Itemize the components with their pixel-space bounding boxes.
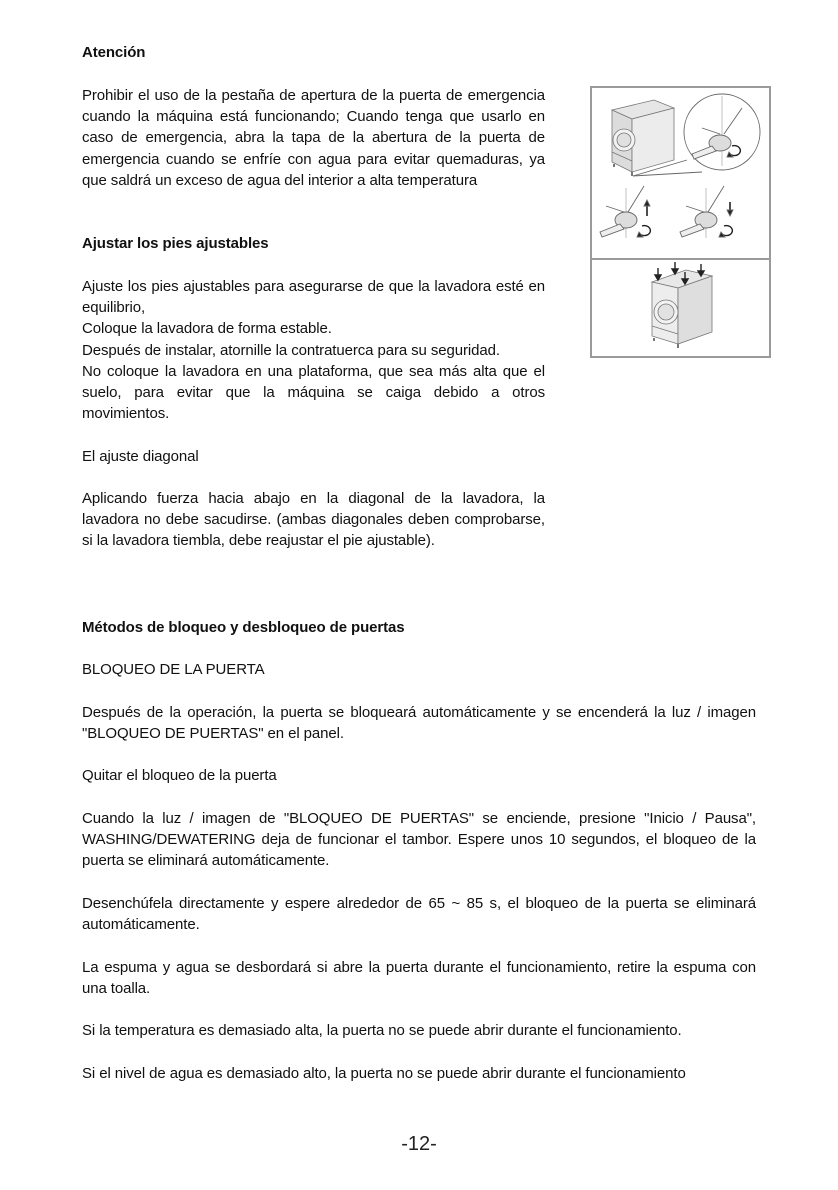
paragraph-quitar-1: Cuando la luz / imagen de "BLOQUEO DE PUERTAS" se enciende, presione "Inicio / Pausa", WASHING/DEWATERING deja de funcionar el tambor. Espere unos 10 segundos, el bloqueo de la puerta se eliminará automáticamente.	[82, 810, 756, 870]
washing-machine-icon	[612, 100, 674, 176]
paragraph-quitar-4: Si la temperatura es demasiado alta, la puerta no se puede abrir durante el funcionamiento.	[82, 1022, 682, 1039]
lower-foot-icon	[680, 186, 733, 238]
heading-atencion: Atención	[82, 44, 146, 61]
pies-line: Coloque la lavadora de forma estable.	[82, 320, 332, 338]
paragraph-bloqueo-puerta: Después de la operación, la puerta se bloqueará automáticamente y se encenderá la luz / imagen "BLOQUEO DE PUERTAS" en el panel.	[82, 704, 756, 743]
paragraph-pies-ajustables	[82, 276, 545, 424]
heading-quitar-bloqueo: Quitar el bloqueo de la puerta	[82, 767, 277, 784]
paragraph-ajuste-diagonal: Aplicando fuerza hacia abajo en la diagonal de la lavadora, la lavadora no debe sacudirse. (ambas diagonales deben comprobarse, si la lavadora tiembla, debe reajustar el pie ajustable).	[82, 490, 545, 550]
heading-pies-ajustables: Ajustar los pies ajustables	[82, 235, 269, 252]
heading-metodos-bloqueo: Métodos de bloqueo y desbloqueo de puertas	[82, 619, 405, 636]
pies-line: Después de instalar, atornille la contratuerca para su seguridad.	[82, 341, 500, 359]
diagonal-pressure-illustration	[592, 260, 769, 356]
page-number: -12-	[401, 1133, 437, 1155]
paragraph-atencion: Prohibir el uso de la pestaña de apertura de la puerta de emergencia cuando la máquina está funcionando; Cuando tenga que usarlo en caso de emergencia, abra la tapa de la abertura de la puerta de emergencia cuando se enfríe con agua para evitar quemaduras, ya que saldrá un exceso de agua del interior a alta temperatura	[82, 87, 545, 189]
adjustable-feet-wrench-illustration	[592, 88, 769, 258]
adjustable-feet-figure	[590, 86, 771, 358]
heading-ajuste-diagonal: El ajuste diagonal	[82, 448, 199, 465]
pies-line: No coloque la lavadora en una plataforma, que sea más alta que el suelo, para evitar que la máquina se caiga debido a otros movimientos.	[82, 362, 545, 423]
paragraph-quitar-2: Desenchúfela directamente y espere alrededor de 65 ~ 85 s, el bloqueo de la puerta se eliminará automáticamente.	[82, 895, 756, 934]
raise-foot-icon	[600, 186, 650, 238]
subheading-bloqueo-puerta: BLOQUEO DE LA PUERTA	[82, 661, 265, 678]
washing-machine-icon	[652, 270, 712, 348]
paragraph-quitar-3: La espuma y agua se desbordará si abre la puerta durante el funcionamiento, retire la espuma con una toalla.	[82, 959, 756, 998]
pies-line: Ajuste los pies ajustables para asegurarse de que la lavadora esté en equilibrio,	[82, 278, 545, 317]
paragraph-quitar-5: Si el nivel de agua es demasiado alto, la puerta no se puede abrir durante el funcionamiento	[82, 1065, 686, 1082]
